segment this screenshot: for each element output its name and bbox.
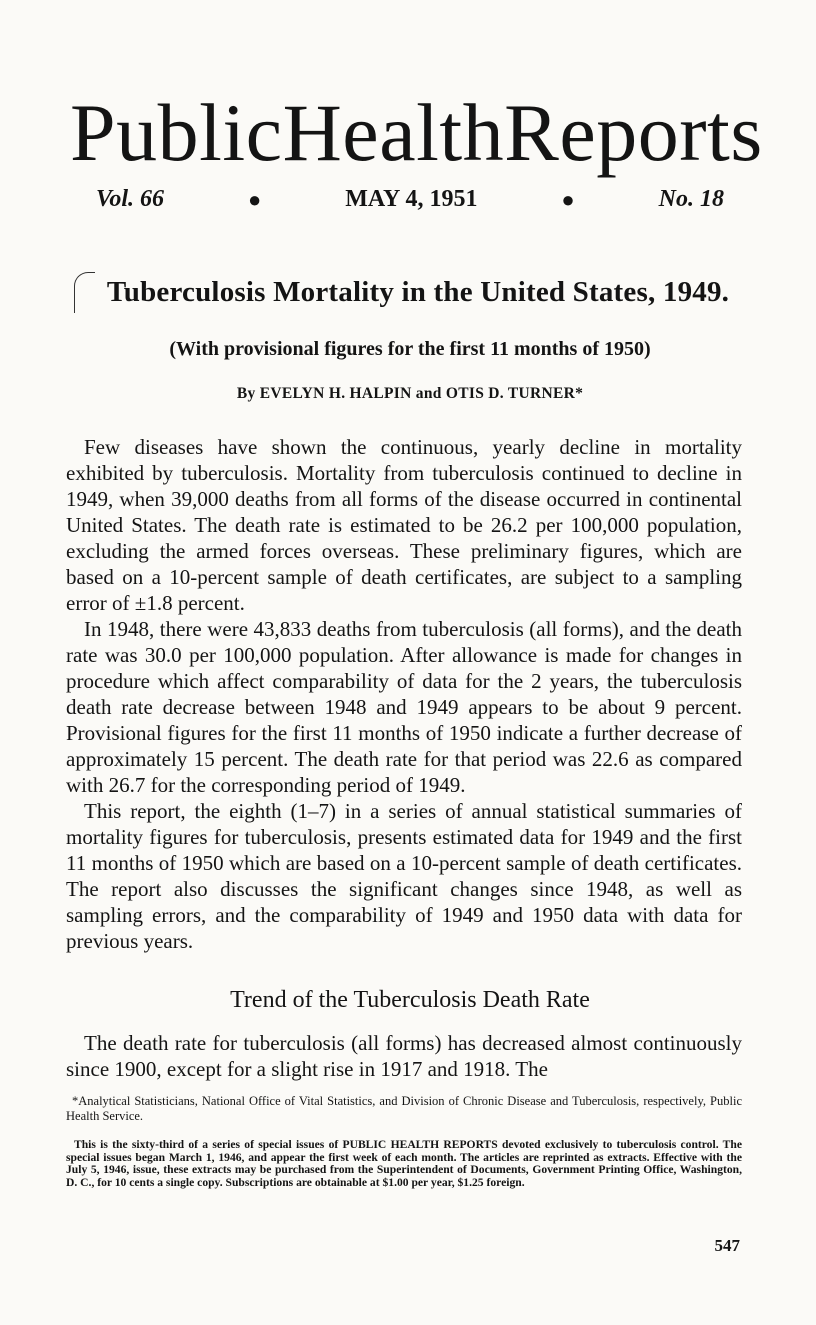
issue-date: MAY 4, 1951 <box>345 186 478 212</box>
article-byline: By EVELYN H. HALPIN and OTIS D. TURNER* <box>236 385 584 402</box>
journal-masthead <box>70 87 763 178</box>
author-footnote <box>66 1094 742 1124</box>
body-paragraph: In 1948, there were 43,833 deaths from tuberculosis (all forms), and the death rate was 30.0 per 100,000 population. After allowance is made for changes in procedure which affect comparability of data for the 2 years, the tuberculosis death rate decrease between 1948 and 1949 appears to be about 9 percent. Provisional figures for the first 11 months of 1950 indicate a further decrease of approximately 15 percent. The death rate for that period was 22.6 as compared with 26.7 for the corresponding period of 1949. <box>66 617 742 797</box>
body-paragraph: This report, the eighth (1–7) in a series of annual statistical summaries of mortality figures for tuberculosis, presents estimated data for 1949 and the first 11 months of 1950 which are based on a 10-percent sample of death certificates. The report also discusses the significant changes since 1948, as well as sampling errors, and the comparability of 1949 and 1950 data with data for previous years. <box>66 799 742 953</box>
section-heading: Trend of the Tuberculosis Death Rate <box>230 987 590 1013</box>
body-paragraph: The death rate for tuberculosis (all forms) has decreased almost continuously since 1900, except for a slight rise in 1917 and 1918. The <box>66 1031 742 1081</box>
masthead-word-health: Health <box>282 87 505 178</box>
bullet-separator: ● <box>247 186 262 212</box>
page-number: 547 <box>714 1236 740 1255</box>
body-paragraph: Few diseases have shown the continuous, yearly decline in mortality exhibited by tuberculosis. Mortality from tuberculosis continued to decline in 1949, when 39,000 deaths from all forms of the disease occurred in continental United States. The death rate is estimated to be 26.2 per 100,000 population, excluding the armed forces overseas. These preliminary figures, which are based on a 10-percent sample of death certificates, are subject to a sampling error of ±1.8 percent. <box>66 435 742 615</box>
article-subtitle: (With provisional figures for the first 11 months of 1950) <box>169 338 651 360</box>
series-notice <box>66 1139 742 1189</box>
article-title-block <box>78 276 758 309</box>
editorial-mark <box>74 272 95 313</box>
section-body <box>66 1030 742 1082</box>
article-title: Tuberculosis Mortality in the United States, 1949. <box>106 276 730 308</box>
notice-text: This is the sixty-third of a series of special issues of PUBLIC HEALTH REPORTS devoted exclusively to tuberculosis control. The special issues began March 1, 1946, and appear the first week of each month. The articles are reprinted as extracts. Effective with the July 5, 1946, issue, these extracts may be purchased from the Superintendent of Documents, Government Printing Office, Washington, D. C., for 10 cents a single copy. Subscriptions are obtainable at $1.00 per year, $1.25 foreign. <box>66 1138 742 1189</box>
volume-label: Vol. 66 <box>96 186 165 212</box>
masthead-word-public: Public <box>70 87 283 178</box>
issue-info <box>96 186 724 213</box>
bullet-separator: ● <box>561 186 575 212</box>
masthead-word-reports: Reports <box>504 87 763 178</box>
article-body <box>66 434 742 954</box>
footnote-text: *Analytical Statisticians, National Office of Vital Statistics, and Division of Chronic Disease and Tuberculosis, respectively, Public Health Service. <box>66 1094 742 1123</box>
issue-number: No. 18 <box>658 186 724 212</box>
